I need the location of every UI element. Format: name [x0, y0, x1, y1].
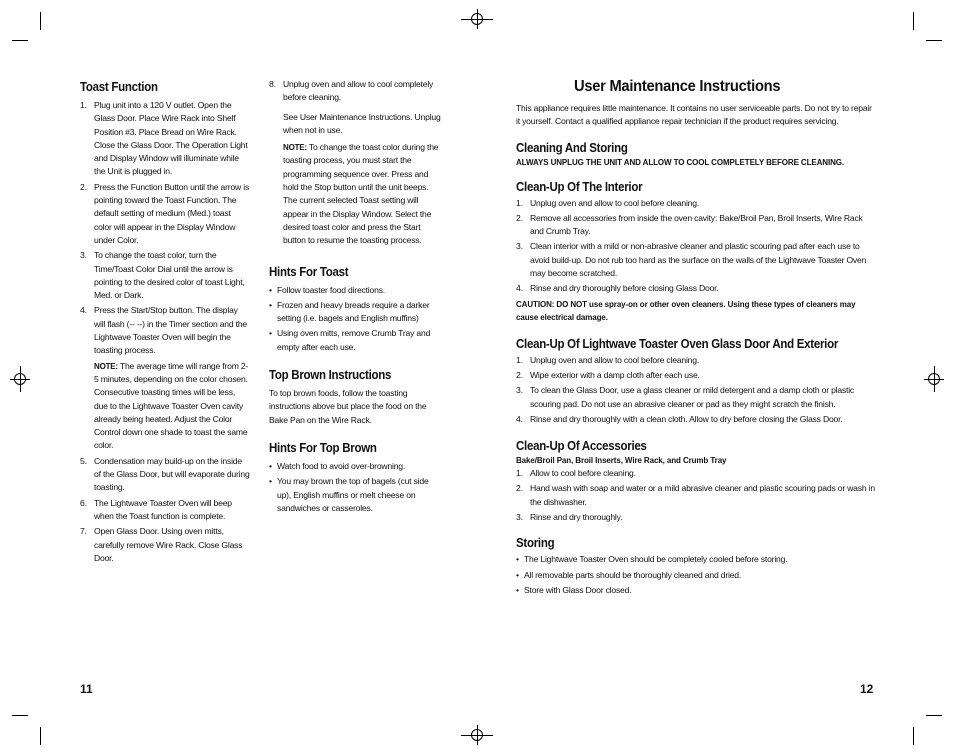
list-item: • All removable parts should be thoroughly cleaned and dried. [516, 569, 876, 582]
left-column-2 [269, 78, 441, 517]
step8-list [269, 78, 441, 105]
list-item: • Frozen and heavy breads require a darker setting (i.e. bagels and English muffins) [269, 299, 430, 324]
accessories-steps-list [516, 467, 876, 524]
hints-brown-heading: Hints For Top Brown [269, 440, 377, 455]
list-item: 2. Wipe exterior with a damp cloth after each use. [516, 369, 700, 380]
list-item: 1. Allow to cool before cleaning. [516, 468, 636, 479]
list-item: • The Lightwave Toaster Oven should be completely cooled before storing. [516, 553, 876, 566]
list-item: 1. Unplug oven and allow to cool before cleaning. [516, 197, 700, 208]
bullet-icon: • [516, 569, 519, 580]
list-item: 4. Rinse and dry thoroughly before closing Glass Door. [516, 283, 719, 294]
list-item: 2. Hand wash with soap and water or a mild abrasive cleaner and plastic scouring pads or wash in the dishwasher. [516, 483, 875, 507]
toast-color-note: NOTE: To change the toast color during the toasting process, you must start the programming sequence over. Press and hold the Stop button until the unit beeps. The current selected Toast setting will appear in the Display Window. Select the desired toast color and press the Start button to resume the toasting process. [283, 142, 439, 246]
hints-toast-heading: Hints For Toast [269, 264, 349, 279]
page-number-left: 11 [80, 682, 93, 696]
toast-function-heading: Toast Function [80, 80, 158, 94]
accessories-subtitle: Bake/Broil Pan, Broil Inserts, Wire Rack, and Crumb Tray [516, 456, 727, 466]
list-item: 3. To clean the Glass Door, use a glass cleaner or mild detergent and a damp cloth or plastic scouring pad. Do not use an abrasive cleaner or pad as they might scratch the finish. [516, 385, 855, 409]
hints-toast-list [269, 284, 441, 354]
list-item: • Watch food to avoid over-browning. [269, 460, 441, 473]
bullet-icon: • [269, 284, 272, 295]
right-page [516, 78, 876, 599]
list-item: • You may brown the top of bagels (cut side up), English muffins or melt cheese on sandwiches or casseroles. [269, 476, 429, 513]
storing-list [516, 553, 876, 597]
list-item: • Store with Glass Door closed. [516, 584, 876, 597]
interior-steps-list [516, 197, 876, 296]
list-item: 3. To change the toast color, turn the Time/Toast Color Dial until the arrow is pointing to the desired color of toast Light, Med. or Dark. [80, 250, 245, 301]
list-item: 4. Press the Start/Stop button. The display will flash (-- --) in the Timer section and the Lightwave Toaster Oven will begin the toasting process. [80, 305, 247, 356]
bullet-icon: • [516, 584, 519, 595]
list-item: 4. Rinse and dry thoroughly with a clean cloth. Allow to dry before closing the Glass Door. [516, 413, 843, 424]
list-item: NOTE: The average time will range from 2-5 minutes, depending on the color chosen. Consecutive toasting times will be less, due to the Lightwave Toaster Oven cavity already being heated. Adjust the Color Control down one shade to toast the same color. [94, 360, 249, 451]
storing-heading: Storing [516, 536, 555, 551]
caution-text: CAUTION: DO NOT use spray-on or other oven cleaners. Using these types of cleaners may cause electrical damage. [516, 299, 856, 322]
cleaning-warning: ALWAYS UNPLUG THE UNIT AND ALLOW TO COOL COMPLETELY BEFORE CLEANING. [516, 157, 845, 167]
door-steps-list [516, 354, 876, 426]
step8-subtext: See User Maintenance Instructions. Unplug when not in use. [283, 111, 441, 135]
cleaning-heading: Cleaning And Storing [516, 140, 628, 155]
intro-text: This appliance requires little maintenance. It contains no user serviceable parts. Do not try to repair it yourself. Contact a qualified appliance repair technician if the product requires servicing. [516, 103, 872, 127]
bullet-icon: • [269, 460, 272, 471]
list-item: 1. Plug unit into a 120 V outlet. Open the Glass Door. Place Wire Rack into Shelf Position #3. Place Bread on Wire Rack. Close the Glass Door. The Operation Light and Display Window will illuminate while the Unit is plugged in. [80, 100, 248, 177]
top-brown-heading: Top Brown Instructions [269, 368, 392, 383]
list-item: 5. Condensation may build-up on the inside of the Glass Door, but will evaporate during toasting. [80, 455, 250, 493]
list-item: 3. Rinse and dry thoroughly. [516, 512, 623, 523]
toast-steps-list [80, 99, 250, 565]
bullet-icon: • [516, 554, 519, 565]
list-item: • Follow toaster food directions. [269, 284, 441, 297]
list-item: 2. Press the Function Button until the arrow is pointing toward the Toast Function. The default setting of medium (Med.) toast color will appear in the Display Window under Color. [80, 181, 250, 245]
left-column-1 [80, 80, 250, 567]
list-item: 2. Remove all accessories from inside the oven cavity: Bake/Broil Pan, Broil Inserts, Wire Rack and Crumb Tray. [516, 212, 863, 237]
list-item: 1. Unplug oven and allow to cool before cleaning. [516, 354, 700, 365]
door-heading: Clean-Up Of Lightwave Toaster Oven Glass Door And Exterior [516, 336, 839, 351]
bullet-icon: • [269, 299, 272, 310]
list-item: • Using oven mitts, remove Crumb Tray and empty after each use. [269, 328, 431, 352]
page-title: User Maintenance Instructions [573, 78, 781, 95]
list-item: 6. The Lightwave Toaster Oven will beep when the Toast function is complete. [80, 497, 232, 521]
page-number-right: 12 [860, 682, 874, 696]
list-item: 8. Unplug oven and allow to cool completely before cleaning. [269, 79, 434, 103]
hints-brown-list [269, 460, 441, 515]
bullet-icon: • [269, 476, 272, 487]
bullet-icon: • [269, 328, 272, 339]
list-item: 3. Clean interior with a mild or non-abrasive cleaner and plastic scouring pad after each use to avoid build-up. Do not rub too hard as the surface on the walls of the Lightwave Toaster Oven may become scratched. [516, 241, 867, 279]
top-brown-text: To top brown foods, follow the toasting instructions above but place the food on the Bake Pan on the Wire Rack. [269, 388, 427, 425]
accessories-heading: Clean-Up Of Accessories [516, 439, 647, 454]
list-item: 7. Open Glass Door. Using oven mitts, carefully remove Wire Rack. Close Glass Door. [80, 526, 243, 563]
interior-heading: Clean-Up Of The Interior [516, 179, 643, 194]
